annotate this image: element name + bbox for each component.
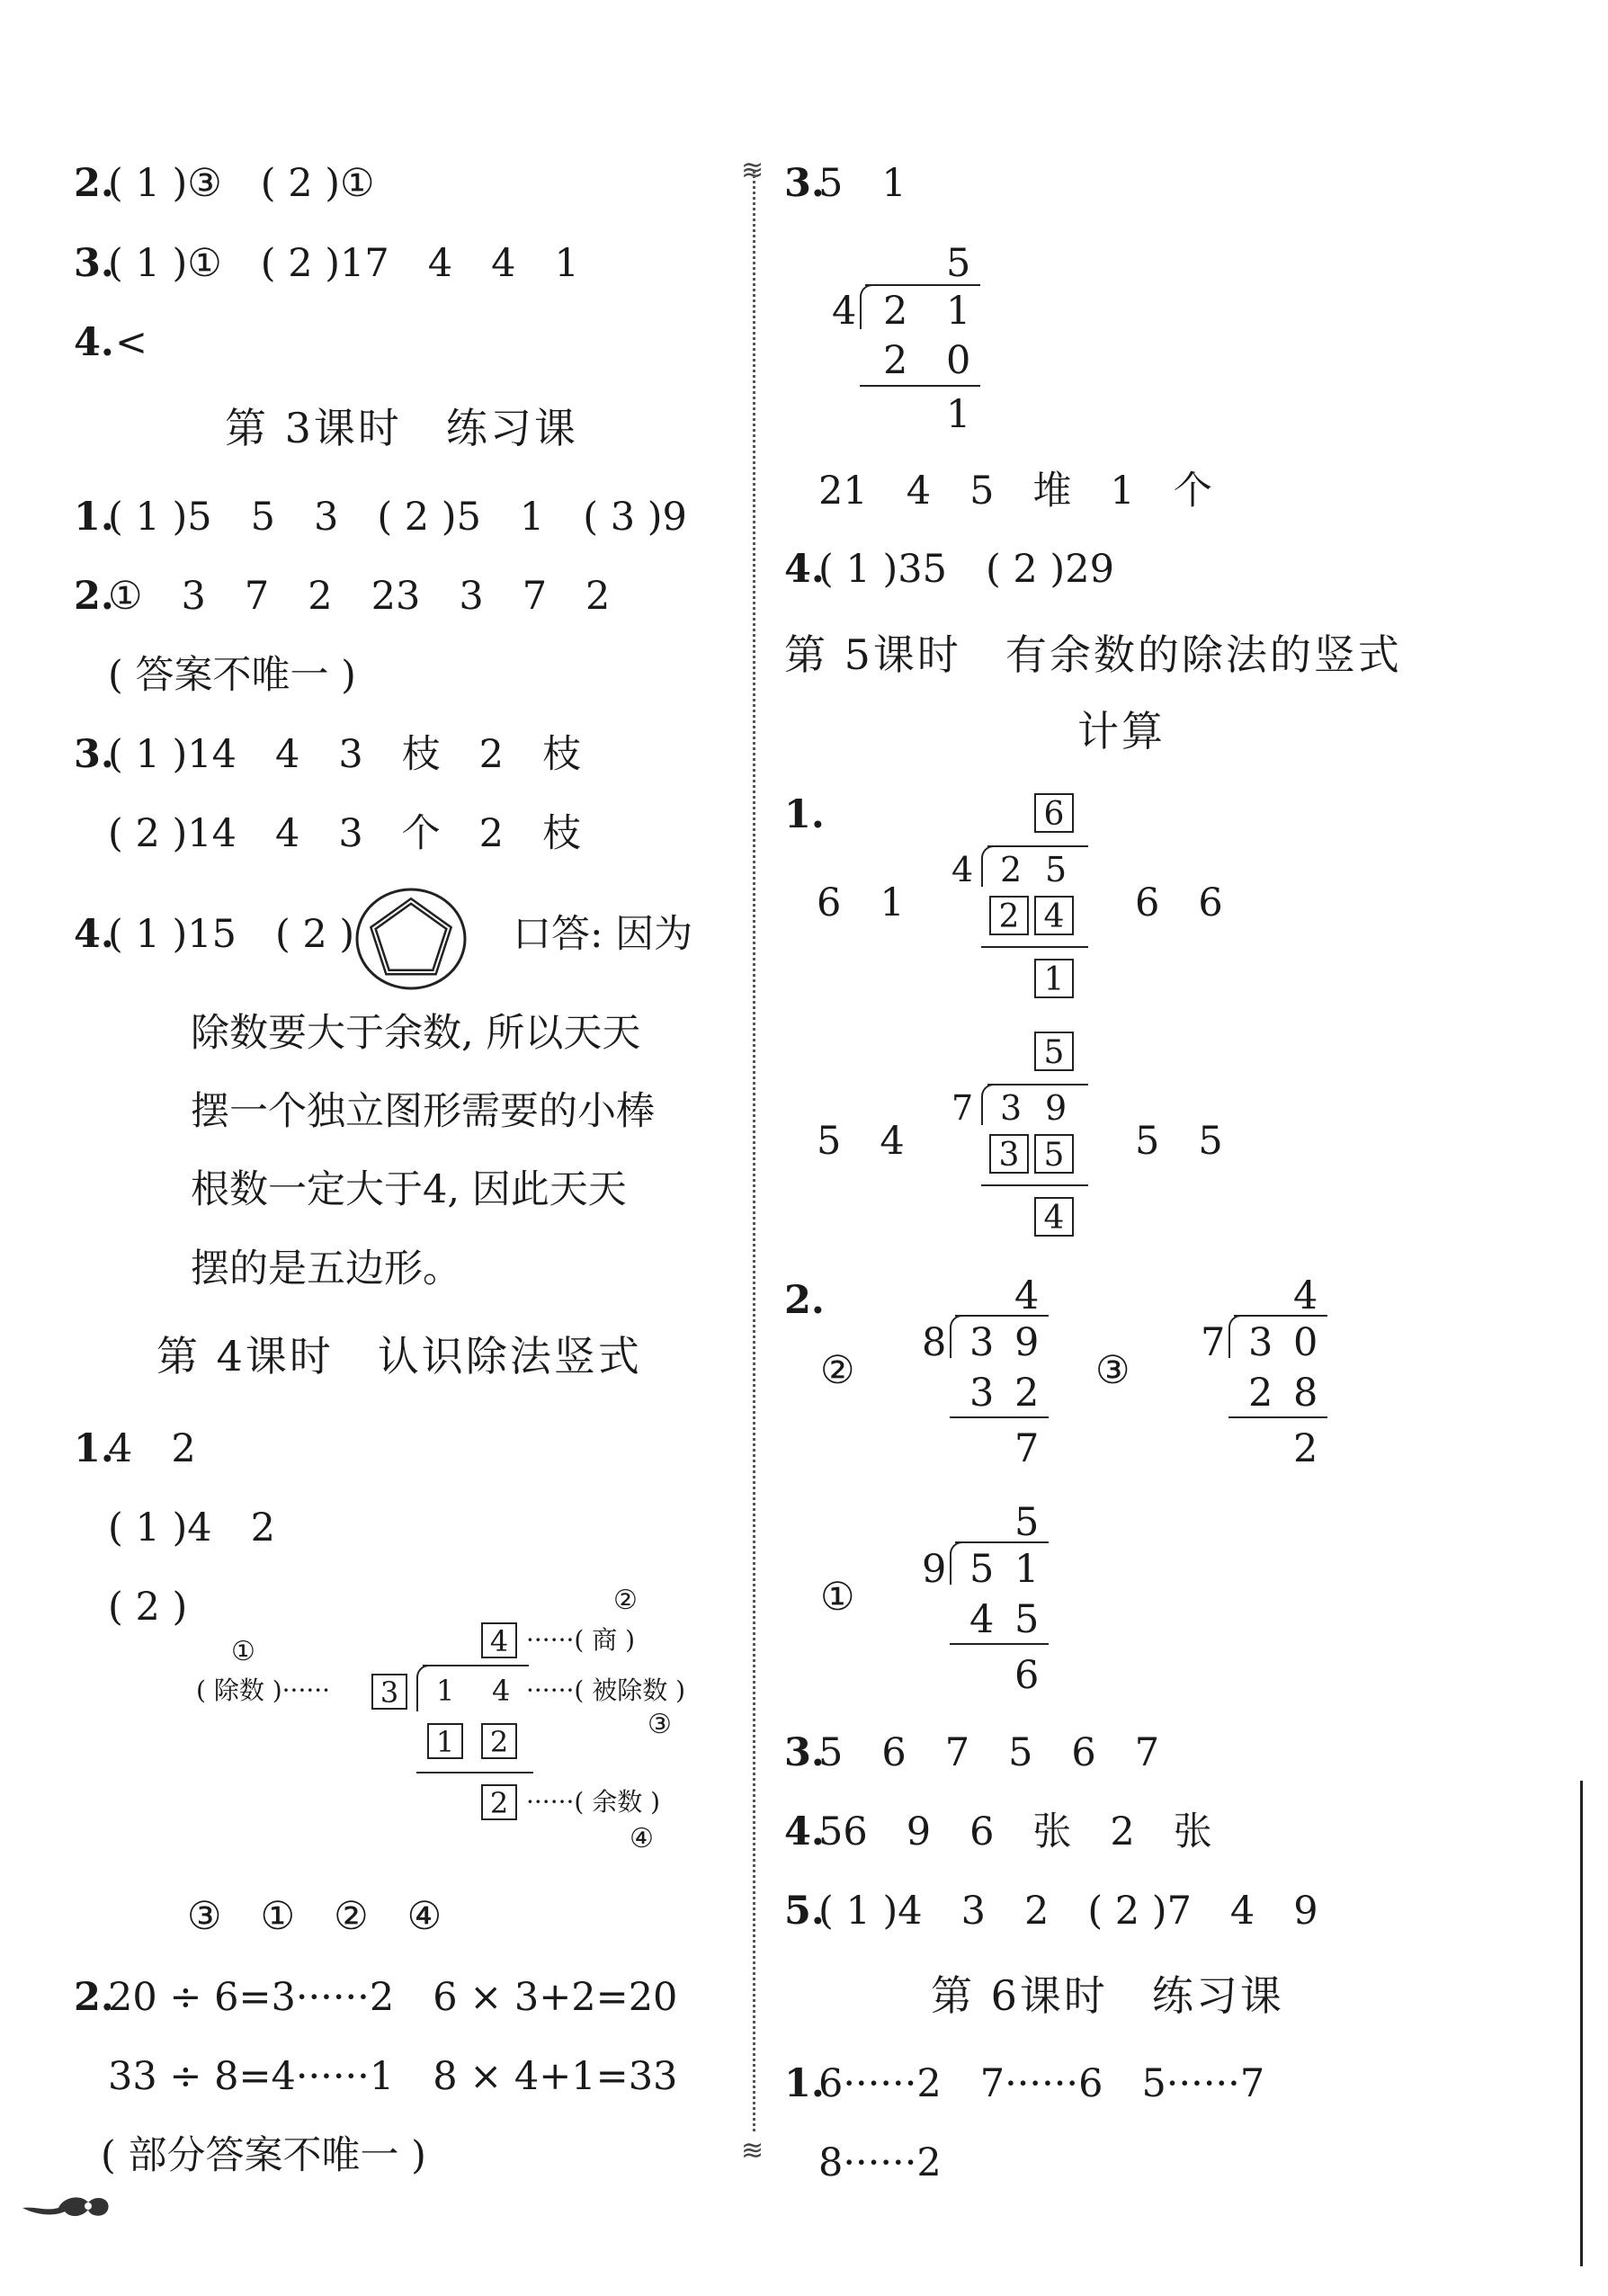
r-q3-result: 21 4 5 堆 1 个 (818, 469, 1212, 514)
ld4-remainder: 7 (1014, 1426, 1040, 1471)
section-4-title: 第 4课时 认识除法竖式 (156, 1332, 642, 1380)
divider-bottom-ornament-icon: ≋ (741, 2135, 764, 2166)
ld2-dividend-2: 5 (1045, 850, 1068, 889)
s5-q4-number: 4. (784, 1809, 825, 1854)
ld3-product-box-2: 5 (1034, 1134, 1074, 1174)
ld6-product-1: 4 (969, 1597, 995, 1642)
diagram-dividend-1: 1 (436, 1674, 455, 1708)
section-5-title: 第 5课时 有余数的除法的竖式 (784, 630, 1402, 679)
ld1-bracket (860, 284, 874, 329)
s4-q2-note: ( 部分答案不唯一 ) (101, 2133, 426, 2178)
ld3-bracket (981, 1084, 996, 1125)
ld2-bar (987, 845, 1088, 847)
ld5-divisor: 7 (1201, 1320, 1226, 1365)
s6-q1-number: 1. (784, 2061, 825, 2106)
ld1-product-2: 0 (946, 338, 971, 383)
q2-number: 2. (74, 161, 114, 206)
s5-q5-number: 5. (784, 1889, 825, 1934)
pentagon-icon (353, 886, 469, 992)
ld3-dividend-1: 3 (1000, 1088, 1023, 1128)
ld3-divisor: 7 (951, 1088, 974, 1128)
s3-q4-line-3: 根数一定大于4, 因此天天 (191, 1167, 627, 1212)
s5-q1-number: 1. (784, 792, 825, 837)
ld4-divisor: 8 (922, 1320, 947, 1365)
r-q4-answer: ( 1 )35 ( 2 )29 (818, 547, 1114, 592)
r-q3-number: 3. (784, 161, 825, 206)
s4-q1-number: 1. (74, 1426, 114, 1471)
diagram-remainder-label: ······( 余数 ) (526, 1787, 661, 1817)
diagram-subtract-line (416, 1772, 533, 1773)
diagram-circle-2: ② (613, 1585, 638, 1616)
s3-q4-line-4: 摆的是五边形。 (191, 1246, 461, 1291)
diagram-quotient-label: ······( 商 ) (526, 1625, 636, 1655)
s5-q2-mark-3: ③ (1095, 1348, 1130, 1393)
s4-q2-line-1: 20 ÷ 6=3······2 6 × 3+2=20 (108, 1975, 678, 2020)
s5-q4-answer: 56 9 6 张 2 张 (818, 1809, 1212, 1854)
q3-answer: ( 1 )① ( 2 )17 4 4 1 (108, 241, 579, 286)
ld4-product-2: 2 (1014, 1371, 1040, 1416)
q3-number: 3. (74, 241, 114, 286)
s6-q1-answer: 6······2 7······6 5······7 (818, 2061, 1265, 2106)
column-divider (753, 171, 755, 2131)
s3-q4-answer: ( 1 )15 ( 2 ) (108, 912, 355, 957)
r-q3-answer: 5 1 (818, 161, 907, 206)
q4-answer: < (115, 320, 148, 365)
s5-q5-answer: ( 1 )4 3 2 ( 2 )7 4 9 (818, 1889, 1318, 1934)
diagram-dividend-label: ······( 被除数 ) (526, 1675, 686, 1705)
ld5-bar (1234, 1315, 1327, 1317)
ld6-bar (955, 1541, 1049, 1543)
s3-q1-number: 1. (74, 495, 114, 540)
s3-q2-number: 2. (74, 574, 114, 619)
ld5-bracket (1228, 1315, 1243, 1358)
ld6-divisor: 9 (922, 1547, 947, 1592)
ld3-quotient-box: 5 (1034, 1032, 1074, 1071)
s3-q3-answer-2: ( 2 )14 4 3 个 2 枝 (108, 811, 582, 856)
s5-q3-number: 3. (784, 1730, 825, 1775)
s3-q4-line-2: 摆一个独立图形需要的小棒 (191, 1089, 655, 1134)
ld1-bar (865, 284, 980, 286)
r-q4-number: 4. (784, 547, 825, 592)
ld6-quotient: 5 (1014, 1500, 1040, 1545)
ld2-subtract-line (981, 946, 1088, 948)
page-edge-line (1580, 1781, 1583, 2266)
cloud-ornament-icon (18, 2181, 117, 2226)
ld5-product-2: 8 (1293, 1371, 1318, 1416)
diagram-circle-3: ③ (648, 1709, 672, 1740)
s3-q4-number: 4. (74, 912, 114, 957)
ld2-remainder-box: 1 (1034, 959, 1074, 998)
diagram-bracket (416, 1665, 431, 1711)
ld4-bar (955, 1315, 1049, 1317)
ld4-dividend-2: 9 (1014, 1320, 1040, 1365)
ld5-product-1: 2 (1248, 1371, 1273, 1416)
diagram-remainder-box: 2 (481, 1784, 517, 1820)
ld5-remainder: 2 (1293, 1426, 1318, 1471)
s4-q1-sub1: ( 1 )4 2 (108, 1505, 275, 1550)
ld6-product-2: 5 (1014, 1597, 1040, 1642)
s4-q2-line-2: 33 ÷ 8=4······1 8 × 4+1=33 (108, 2054, 678, 2099)
ld4-quotient: 4 (1014, 1273, 1040, 1318)
divider-top-ornament-icon: ≋ (741, 155, 764, 186)
s4-q1-sub2: ( 2 ) (108, 1585, 188, 1630)
s3-q3-answer-1: ( 1 )14 4 3 枝 2 枝 (108, 732, 582, 777)
ld2-quotient-box: 6 (1034, 793, 1074, 833)
diagram-product-box-2: 2 (481, 1723, 517, 1759)
ld3-remainder-box: 4 (1034, 1197, 1074, 1237)
section-6-title: 第 6课时 练习课 (931, 1971, 1284, 2020)
s5-q1-row2-right: 5 5 (1135, 1119, 1223, 1164)
ld4-dividend-1: 3 (969, 1320, 995, 1365)
s3-q4-oral: 口答: 因为 (513, 912, 693, 957)
s4-q1-answer: 4 2 (108, 1426, 196, 1471)
ld4-bracket (950, 1315, 964, 1358)
s5-q1-row1-left: 6 1 (817, 880, 905, 925)
section-5-title-cont: 计算 (1077, 707, 1166, 755)
ld3-subtract-line (981, 1184, 1088, 1186)
s3-q1-answer: ( 1 )5 5 3 ( 2 )5 1 ( 3 )9 (108, 495, 687, 540)
ld1-dividend-1: 2 (883, 289, 908, 334)
ld5-subtract-line (1228, 1416, 1327, 1418)
ld2-product-box-1: 2 (989, 896, 1029, 935)
ld4-subtract-line (950, 1416, 1049, 1418)
ld3-dividend-2: 9 (1045, 1088, 1068, 1128)
ld6-dividend-2: 1 (1014, 1547, 1040, 1592)
ld3-product-box-1: 3 (989, 1134, 1029, 1174)
s5-q1-row2-left: 5 4 (817, 1119, 905, 1164)
ld5-dividend-2: 0 (1293, 1320, 1318, 1365)
ld4-product-1: 3 (969, 1371, 995, 1416)
ld2-bracket (981, 845, 996, 887)
ld1-dividend-2: 1 (946, 289, 971, 334)
ld6-subtract-line (950, 1643, 1049, 1645)
ld2-divisor: 4 (951, 850, 974, 889)
diagram-quotient-box: 4 (481, 1622, 517, 1658)
diagram-divisor-label: ( 除数 )······ (196, 1675, 331, 1705)
q4-number: 4. (74, 320, 114, 365)
s5-q2-mark-1: ① (820, 1575, 855, 1620)
s5-q2-number: 2. (784, 1278, 825, 1323)
ld2-dividend-1: 2 (1000, 850, 1023, 889)
diagram-product-box-1: 1 (427, 1723, 463, 1759)
s6-q1-answer-cont: 8······2 (818, 2140, 942, 2185)
s3-q4-line-1: 除数要大于余数, 所以天天 (191, 1011, 641, 1056)
diagram-circle-1: ① (231, 1636, 255, 1667)
section-3-title: 第 3课时 练习课 (225, 404, 578, 452)
s3-q2-answer: ① 3 7 2 23 3 7 2 (108, 574, 611, 619)
ld5-dividend-1: 3 (1248, 1320, 1273, 1365)
diagram-divide-bar (423, 1665, 529, 1666)
diagram-circle-4: ④ (630, 1823, 654, 1854)
s5-q1-row1-right: 6 6 (1135, 880, 1223, 925)
s3-q2-note: ( 答案不唯一 ) (108, 653, 356, 698)
s5-q2-mark-2: ② (820, 1348, 855, 1393)
q2-answer: ( 1 )③ ( 2 )① (108, 161, 375, 206)
ld1-subtract-line (860, 385, 980, 387)
ld6-bracket (950, 1541, 964, 1585)
ld6-dividend-1: 5 (969, 1547, 995, 1592)
ld2-product-box-2: 4 (1034, 896, 1074, 935)
ld3-bar (987, 1084, 1088, 1085)
s4-q1-order: ③ ① ② ④ (187, 1894, 442, 1939)
s3-q3-number: 3. (74, 732, 114, 777)
diagram-divisor-box: 3 (371, 1674, 407, 1710)
ld1-remainder: 1 (946, 392, 971, 437)
ld1-divisor: 4 (832, 289, 857, 334)
s4-q2-number: 2. (74, 1975, 114, 2020)
s5-q3-answer: 5 6 7 5 6 7 (818, 1730, 1160, 1775)
ld1-quotient: 5 (946, 241, 971, 286)
ld1-product-1: 2 (883, 338, 908, 383)
ld5-quotient: 4 (1293, 1273, 1318, 1318)
ld6-remainder: 6 (1014, 1653, 1040, 1698)
diagram-dividend-2: 4 (492, 1674, 511, 1708)
